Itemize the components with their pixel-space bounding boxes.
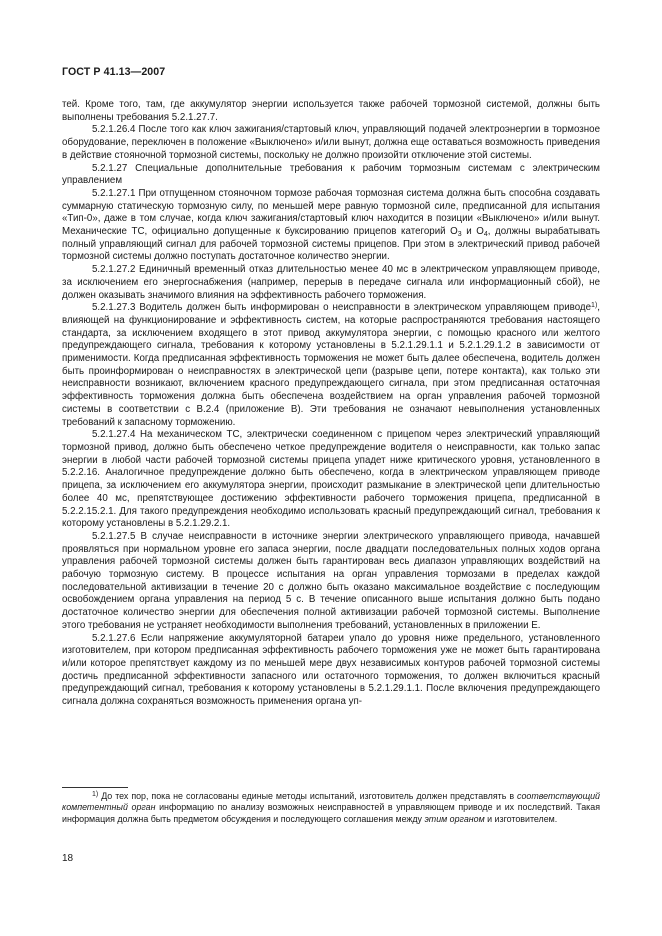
text-run: 5.2.1.27.1 При отпущенном стояночном тормозе рабочая тормозная система должна быть способна создавать суммарную статическую тормозную силу, по меньшей мере равную тормозной силе, предписанной для испытания «Тип-0», даже в том случае, когда ключ зажигания/стартовый ключ находится в позиции «Выключено» и/или вынут. Механические ТС, официально допущенные к буксированию прицепов категорий O [62, 187, 600, 238]
text-run: и O [461, 226, 484, 238]
footnote [62, 791, 600, 825]
paragraph-continuation: тей. Кроме того, там, где аккумулятор энергии используется также рабочей тормозной системой, должны быть выполнены требования 5.2.1.27.7. [62, 99, 600, 123]
page-number: 18 [62, 853, 74, 864]
paragraph-5-2-1-27-6: 5.2.1.27.6 Если напряжение аккумуляторной батареи упало до уровня ниже предельного, установленного изготовителем, при котором предписанная эффективность рабочего торможения уже не может быть гарантирована и/или которое препятствует каждому из по меньшей мере двух независимых контуров рабочей тормозной системы достичь предписанной эффективности запасного или остаточного торможения, то должен включиться красный предупреждающий сигнал, требования к которому установлены в 5.2.1.29.1.1. После включения предупреждающего сигнала должна сохраняться возможность применения органа уп- [62, 632, 600, 708]
document-body [62, 99, 600, 709]
paragraph-5-2-1-27-2: 5.2.1.27.2 Единичный временный отказ длительностью менее 40 мс в электрическом управляющем приводе, за исключением его энергоснабжения (например, перерыв в передаче сигнала или информационный сбой), не должен оказывать значимого влияния на эффективность рабочего торможения. [62, 264, 600, 301]
paragraph-5-2-1-26-4: 5.2.1.26.4 После того как ключ зажигания/стартовый ключ, управляющий подачей электроэнергии в тормозное оборудование, переключен в положение «Выключено» и/или вынут, должна еще оставаться возможность приведения в действие стояночной тормозной системы, поскольку не должно произойти отключение этой системы. [62, 124, 600, 161]
footnote-marker: 1) [92, 791, 99, 798]
footnote-reference: 1) [591, 302, 598, 310]
emphasis: этим органом [424, 813, 485, 824]
document-header: ГОСТ Р 41.13—2007 [62, 66, 166, 78]
subscript: 3 [457, 231, 462, 239]
text-run: 5.2.1.27.3 Водитель должен быть информирован о неисправности в электрическом управляющем приводе [92, 302, 592, 314]
text-run: информацию по анализу возможных неисправностей в управляющем приводе и их последствий. Такая информация должна быть предметом обсуждения и последующего соглашения между [62, 802, 600, 824]
emphasis: соответствующий компетентный орган [62, 791, 600, 813]
text-run: и изготовителем. [484, 813, 558, 824]
paragraph-5-2-1-27: 5.2.1.27 Специальные дополнительные требования к рабочим тормозным системам с электрическим управлением [62, 162, 600, 187]
text-run: До тех пор, пока не согласованы единые методы испытаний, изготовитель должен представлять в [98, 791, 518, 801]
paragraph-5-2-1-27-3 [62, 302, 600, 429]
subscript: 4 [483, 231, 488, 239]
text-run: , влияющей на функционирование и эффективность систем, на которые распространяются требования настоящего стандарта, за исключением входящего в этот привод аккумулятора энергии, с помощью красного или желтого предупреждающего сигнала, требования к которому установлены в 5.2.1.29.1.1 и 5.2.1.29.1.2 в зависимости от применимости. Когда предписанная эффективность торможения не может быть далее обеспечена, водитель должен быть проинформирован о неисправностях в электрической цепи (разрыве цепи, потере контакта), как только эти неисправности возникают, включением красного предупреждающего сигнала, при этом предписанная остаточная эффективность торможения должна быть обеспечена воздействием на орган управления рабочей тормозной системы в соответствии с В.2.4 (приложение В). Эти требования не означают невыполнения установленных требований к запасному торможению. [62, 302, 600, 428]
text-run: , должны вырабатывать полный управляющий сигнал для рабочей тормозной системы прицепов. При этом в электрический привод рабочей тормозной системы должно поступать достаточное количество энергии. [62, 226, 601, 263]
paragraph-5-2-1-27-4: 5.2.1.27.4 На механическом ТС, электрически соединенном с прицепом через электрический управляющий тормозной привод, должно быть обеспечено четкое предупреждение водителя о неисправности, как только запас энергии в любой части рабочей тормозной системы прицепа упадет ниже критического уровня, установленного в 5.2.2.16. Аналогичное предупреждение должно быть обеспечено, когда в электрическом управляющем приводе прицепа, за исключением его аккумулятора энергии, происходит размыкание в электрической цепи длительностью более 40 мс, препятствующее достижению эффективности рабочего торможения прицепа, предписанной в 5.2.2.15.2.1. Для такого предупреждения необходимо использовать красный предупреждающий сигнал, требования к которому установлены в 5.2.1.29.2.1. [62, 429, 600, 530]
paragraph-5-2-1-27-5: 5.2.1.27.5 В случае неисправности в источнике энергии электрического управляющего привода, начавшей проявляться при нормальном уровне его запаса энергии, после двадцати последовательных полных ходов органа управления рабочей тормозной системы должен быть гарантирован весь диапазон управляющих воздействий на рабочую тормозную систему. В процессе испытания на орган управления тормозами в пределах каждой последовательной активизации в течение 20 с должно быть оказано максимальное воздействие с последующим освобождением органа управления на период 5 с. В течение описанного выше испытания должно быть подано достаточное количество энергии для обеспечения полной активизации рабочей тормозной системы. Выполнение этого требования не устраняет необходимости выполнения требований, установленных в приложении Е. [62, 530, 600, 631]
footnote-divider [62, 787, 128, 788]
paragraph-5-2-1-27-1 [62, 188, 600, 264]
